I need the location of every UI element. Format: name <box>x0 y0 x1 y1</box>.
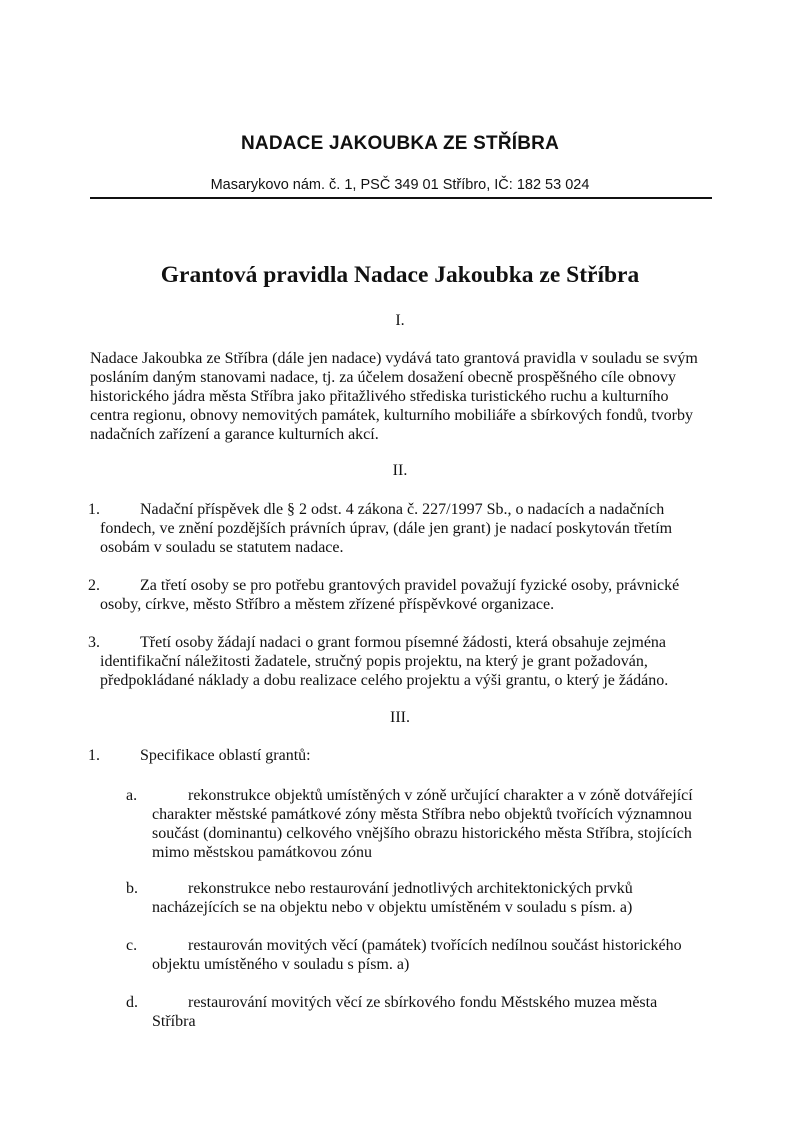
letterhead-divider <box>90 197 712 199</box>
list-number: 2. <box>88 577 100 594</box>
list-number: 3. <box>88 634 100 651</box>
section-1-paragraph: Nadace Jakoubka ze Stříbra (dále jen nadace) vydává tato grantová pravidla v souladu se svým posláním daným stanovami nadace, tj. za účelem dosažení obecně prospěšného cíle obnovy historického jádra města Stříbra jako přitažlivého střediska turistického ruchu a kulturního centra regionu, obnovy nemovitých památek, kulturního mobiliáře a sbírkových fondů, tvorby nadačních zařízení a garance kulturních akcí. <box>90 350 698 443</box>
sublist-item-text: restaurování movitých věcí ze sbírkového fondu Městského muzea města Stříbra <box>152 994 658 1030</box>
sublist-letter: b. <box>126 880 138 897</box>
list-item-text: Nadační příspěvek dle § 2 odst. 4 zákona č. 227/1997 Sb., o nadacích a nadačních fondech, ve znění pozdějších právních úprav, (dále jen grant) je nadací poskytován třetím osobám v souladu se statutem nadace. <box>100 501 673 556</box>
sublist-item-text: restaurován movitých věcí (památek) tvořících nedílnou součást historického objektu umístěného v souladu s písm. a) <box>152 937 682 973</box>
list-item-text: Specifikace oblastí grantů: <box>140 747 311 764</box>
sublist-item-text: rekonstrukce nebo restaurování jednotlivých architektonických prvků nacházejících se na objektu nebo v objektu umístěném v souladu s písm. a) <box>152 880 633 916</box>
document-title: Grantová pravidla Nadace Jakoubka ze Stříbra <box>160 262 640 288</box>
list-item-text: Třetí osoby žádají nadaci o grant formou písemné žádosti, která obsahuje zejména identifikační náležitosti žadatele, stručný popis projektu, na který je grant požadován, předpokládané náklady a dobu realizace celého projektu a výši grantu, o který je žádáno. <box>100 634 669 689</box>
section-heading-3: III. <box>390 709 410 726</box>
sublist-letter: d. <box>126 994 138 1011</box>
letterhead-address: Masarykovo nám. č. 1, PSČ 349 01 Stříbro, IČ: 182 53 024 <box>210 177 590 193</box>
section-heading-2: II. <box>392 462 408 479</box>
list-item-text: Za třetí osoby se pro potřebu grantových pravidel považují fyzické osoby, právnické osoby, církve, město Stříbro a městem zřízené příspěvkové organizace. <box>100 577 680 613</box>
list-number: 1. <box>88 501 100 518</box>
letterhead-name: NADACE JAKOUBKA ZE STŘÍBRA <box>240 133 559 154</box>
sublist-letter: a. <box>126 787 138 804</box>
list-number: 1. <box>88 747 100 764</box>
sublist-letter: c. <box>126 937 138 954</box>
sublist-item-text: rekonstrukce objektů umístěných v zóně určující charakter a v zóně dotvářející charakter městské památkové zóny města Stříbra nebo objektů tvořících významnou součást (dominantu) celkového vnějšího obrazu historického města Stříbra, stojících mimo městskou památkovou zónu <box>152 787 693 861</box>
section-heading-1: I. <box>395 312 405 329</box>
